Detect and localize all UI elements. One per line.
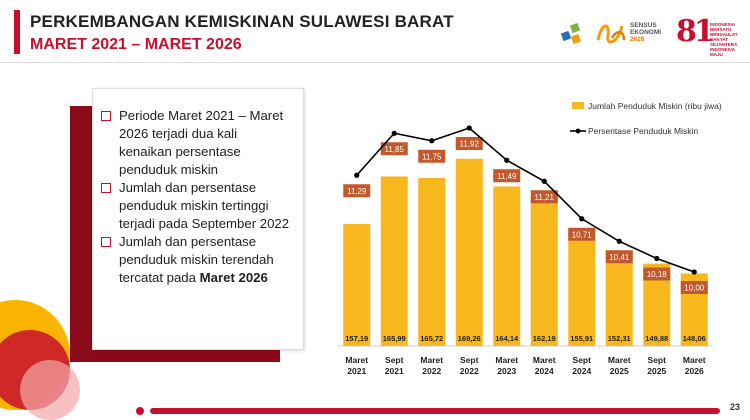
percent-value-label: 11,75 [422, 152, 442, 162]
percent-value-label: 11,85 [384, 144, 404, 154]
x-tick-label: Maret [345, 355, 369, 365]
percent-value-label: 11,92 [459, 139, 479, 149]
legend-label-bar: Jumlah Penduduk Miskin (ribu jiwa) [588, 101, 722, 111]
bar-value-label: 157,19 [345, 334, 369, 343]
x-tick-label: 2026 [684, 366, 704, 376]
x-tick-label: 2025 [647, 366, 667, 376]
title-accent-bar [14, 10, 20, 54]
percent-value-label: 11,29 [347, 186, 367, 196]
poverty-chart [330, 90, 740, 390]
bar-value-label: 165,99 [382, 334, 406, 343]
percent-value-label: 10,41 [609, 252, 630, 262]
line-point [654, 256, 659, 261]
line-point [692, 269, 697, 274]
bps-logo-icon [560, 18, 590, 48]
hut-81-tagline: INDONESIA BERSATU BERDAULAT RAKYAT SEJAHTERA INDONESIA MAJU [710, 22, 738, 57]
bar-value-label: 149,88 [645, 334, 669, 343]
x-tick-label: Sept [385, 355, 404, 365]
line-point [354, 173, 359, 178]
bar-value-label: 169,26 [457, 334, 481, 343]
x-tick-label: Sept [460, 355, 479, 365]
legend-swatch-bar [572, 102, 584, 109]
footer-bar [150, 408, 720, 414]
bar-value-label: 152,31 [607, 334, 631, 343]
checkbox-bullet-icon [101, 237, 111, 247]
checkbox-bullet-icon [101, 183, 111, 193]
header-divider [0, 62, 750, 63]
percent-value-label: 10,71 [571, 230, 592, 240]
x-tick-label: Maret [682, 355, 706, 365]
line-point [617, 239, 622, 244]
line-point [579, 216, 584, 221]
header-logos [560, 10, 740, 60]
line-point [429, 138, 434, 143]
decorative-circle [20, 360, 80, 420]
page-subtitle: MARET 2021 – MARET 2026 [30, 36, 242, 53]
x-tick-label: 2023 [497, 366, 517, 376]
bar [493, 186, 520, 346]
sensus-ekonomi-text: SENSUS EKONOMI 2026 [630, 22, 662, 43]
sensus-ekonomi-logo-icon [594, 16, 628, 50]
x-tick-label: 2024 [572, 366, 592, 376]
bar-value-label: 155,91 [570, 334, 594, 343]
bar-value-label: 164,14 [495, 334, 519, 343]
bar [606, 250, 633, 346]
x-tick-label: 2021 [384, 366, 404, 376]
bar-value-label: 148,06 [682, 334, 706, 343]
footer-dot [136, 407, 144, 415]
percent-value-label: 10,00 [684, 283, 705, 293]
x-tick-label: 2025 [609, 366, 629, 376]
line-point [504, 158, 509, 163]
x-tick-label: 2024 [534, 366, 554, 376]
x-tick-label: 2022 [422, 366, 442, 376]
bar-value-label: 162,19 [532, 334, 556, 343]
note-bullet [99, 107, 293, 179]
x-tick-label: Maret [532, 355, 556, 365]
note-bullet [99, 233, 293, 287]
hut-81-logo: 81 [676, 14, 712, 49]
bar [568, 231, 595, 346]
x-tick-label: Sept [572, 355, 591, 365]
notes-box [92, 88, 304, 350]
note-bullet [99, 179, 293, 233]
percent-value-label: 11,21 [534, 192, 554, 202]
x-tick-label: 2021 [347, 366, 367, 376]
legend-label-line: Persentase Penduduk Miskin [588, 126, 699, 136]
line-point [542, 179, 547, 184]
x-tick-label: Maret [495, 355, 519, 365]
percent-value-label: 11,49 [497, 171, 517, 181]
bar [531, 197, 558, 346]
percent-value-label: 10,18 [646, 270, 667, 279]
note-text: Jumlah dan persentase penduduk miskin tertinggi terjadi pada September 2022 [119, 180, 290, 231]
x-tick-label: Maret [607, 355, 631, 365]
page-title: PERKEMBANGAN KEMISKINAN SULAWESI BARAT [30, 12, 454, 31]
x-tick-label: Sept [647, 355, 666, 365]
page-number: 23 [729, 402, 740, 412]
line-point [392, 131, 397, 136]
legend-swatch-point [576, 129, 581, 134]
line-point [467, 125, 472, 130]
bar [343, 224, 370, 346]
bar [381, 176, 408, 346]
note-text: Periode Maret 2021 – Maret 2026 terjadi dua kali kenaikan persentase penduduk miskin [119, 108, 284, 177]
bar [418, 178, 445, 346]
bar-value-label: 165,72 [420, 334, 444, 343]
note-text: Jumlah dan persentase penduduk miskin terendah tercatat pada Maret 2026 [119, 234, 274, 285]
x-tick-label: Maret [420, 355, 444, 365]
bar [456, 159, 483, 346]
x-tick-label: 2022 [459, 366, 479, 376]
checkbox-bullet-icon [101, 111, 111, 121]
